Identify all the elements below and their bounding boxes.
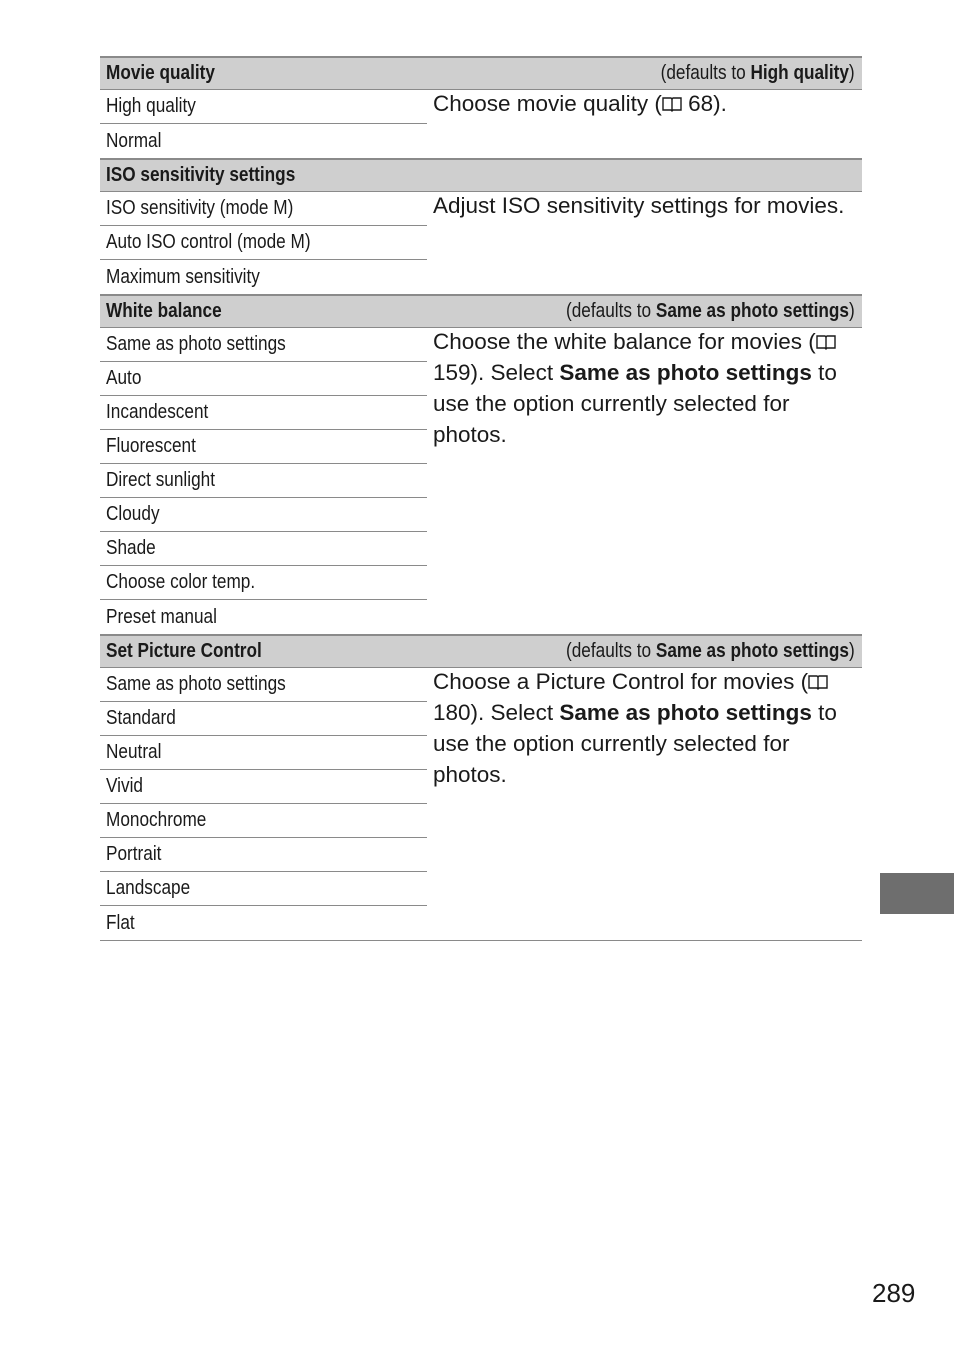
option-list (100, 668, 427, 940)
section-description: Choose the white balance for movies ( 159). Select Same as photo settings to use the option currently selected for photos. (433, 329, 837, 447)
option-list (100, 192, 427, 294)
option-item: Normal (106, 129, 162, 152)
page-number: 289 (872, 1278, 916, 1308)
option-list (100, 328, 427, 634)
option-item: Maximum sensitivity (106, 265, 260, 288)
settings-table (100, 56, 862, 941)
option-item: Incandescent (100, 396, 427, 430)
option-item: Shade (100, 532, 427, 566)
page-reference: 68 (688, 91, 714, 116)
chapter-tab-marker (880, 873, 954, 914)
option-item: Choose color temp. (100, 566, 427, 600)
option-item: Fluorescent (100, 430, 427, 464)
book-icon (808, 674, 828, 690)
section-header (100, 58, 862, 90)
option-item: Portrait (100, 838, 427, 872)
section-description: Choose a Picture Control for movies ( 180). Select Same as photo settings to use the option currently selected for photos. (433, 669, 837, 787)
book-icon (816, 334, 836, 350)
option-item: ISO sensitivity (mode M) (100, 192, 427, 226)
option-item: Landscape (100, 872, 427, 906)
option-item: Neutral (100, 736, 427, 770)
book-icon (662, 96, 682, 112)
section-movie-quality (100, 56, 862, 158)
option-item: Auto (100, 362, 427, 396)
option-item: High quality (100, 90, 427, 124)
option-list (100, 90, 427, 158)
section-title: Set Picture Control (106, 640, 262, 662)
section-white-balance (100, 294, 862, 634)
page-reference: 159 (433, 360, 471, 385)
option-item: Preset manual (106, 605, 217, 628)
section-default: (defaults to Same as photo settings) (566, 640, 855, 662)
section-title: White balance (106, 300, 222, 322)
option-item: Auto ISO control (mode M) (100, 226, 427, 260)
option-item: Same as photo settings (100, 328, 427, 362)
option-item: Flat (106, 911, 135, 934)
section-header (100, 636, 862, 668)
table-bottom-rule (100, 940, 862, 941)
section-set-picture-control (100, 634, 862, 940)
option-item: Same as photo settings (100, 668, 427, 702)
section-header (100, 296, 862, 328)
option-item: Standard (100, 702, 427, 736)
option-item: Vivid (100, 770, 427, 804)
option-item: Cloudy (100, 498, 427, 532)
section-description: Choose movie quality ( 68). (433, 91, 727, 116)
section-default: (defaults to Same as photo settings) (566, 300, 855, 322)
option-item: Direct sunlight (100, 464, 427, 498)
page-reference: 180 (433, 700, 471, 725)
section-title: Movie quality (106, 62, 215, 84)
section-default: (defaults to High quality) (660, 62, 855, 84)
section-iso-sensitivity (100, 158, 862, 294)
section-description: Adjust ISO sensitivity settings for movies. (433, 193, 845, 218)
option-item: Monochrome (100, 804, 427, 838)
section-title: ISO sensitivity settings (106, 164, 296, 186)
section-header (100, 160, 862, 192)
